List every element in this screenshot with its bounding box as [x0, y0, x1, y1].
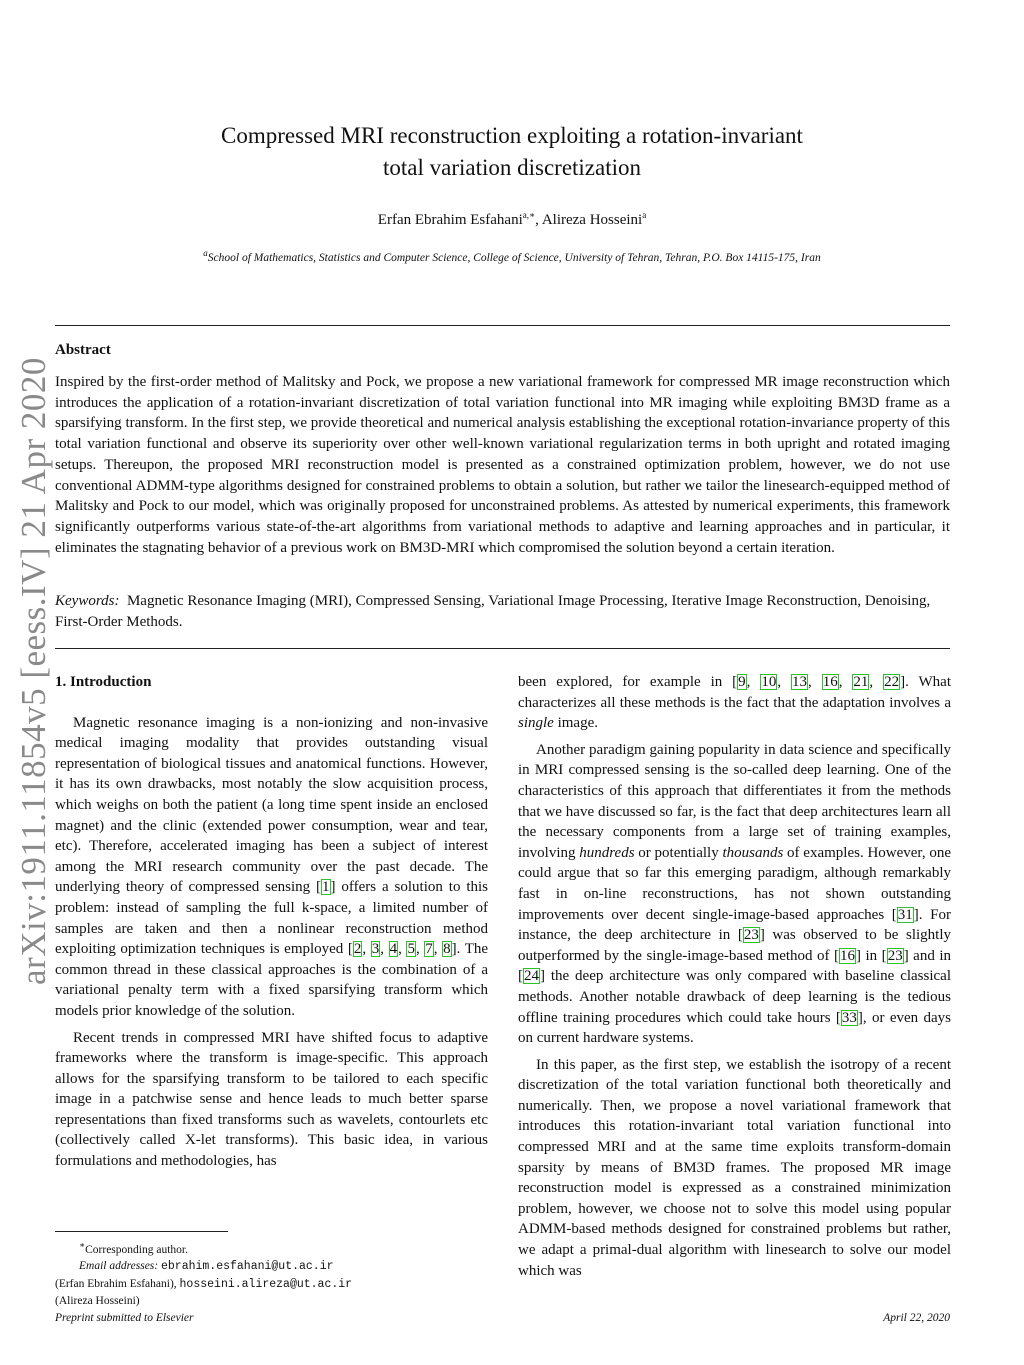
- author-2-marks: a: [642, 210, 647, 220]
- title-line-2: total variation discretization: [382, 155, 642, 180]
- text-run: Another paradigm gaining popularity in data science and specifically in MRI compressed sensing is the so-called deep learning. One of the characteristics of this approach that differentiates it from the methods that we have discussed so far, is the fact that deep architectures learn all the necessary components from a large set of training examples, involving: [518, 741, 951, 861]
- text-run: of examples. However, one could argue that so far this emerging paradigm, although remarkably fast in on-line reconstructions, has not shown outstanding improvements over decent single-image-based approaches [: [518, 844, 951, 923]
- text-run: image.: [553, 715, 598, 732]
- footnote: [55, 1237, 488, 1310]
- citation-link[interactable]: 3: [371, 941, 380, 958]
- citation-link[interactable]: 31: [897, 906, 913, 923]
- email-link-2[interactable]: hosseini.alireza@ut.ac.ir: [179, 1277, 353, 1291]
- text-run: ] offers a solution to this problem: instead of sampling the full k-space, a limited number of samples are taken and then a nonlinear reconstruction method exploiting optimization techniques is employed [: [55, 879, 488, 958]
- citation-link[interactable]: 22: [884, 674, 900, 690]
- text-run: ] the deep architecture was only compared with baseline classical methods. Another notable drawback of deep learning is the tedious offline training procedures which could take hours [: [518, 968, 951, 1026]
- citation-link[interactable]: 24: [524, 968, 539, 985]
- paper-title: [0, 120, 1024, 184]
- emphasis: hundreds: [579, 844, 635, 861]
- footer-date: April 22, 2020: [883, 1312, 950, 1324]
- email-label: Email addresses:: [79, 1260, 159, 1273]
- citation-link[interactable]: 33: [841, 1009, 857, 1026]
- text-run: ]. What characterizes all these methods is the fact that the adaptation involves a: [518, 674, 951, 711]
- footnote-mark: ∗: [79, 1240, 86, 1250]
- keywords-text: Magnetic Resonance Imaging (MRI), Compressed Sensing, Variational Image Processing, Iterative Image Reconstruction, Denoising, First-Order Methods.: [55, 593, 931, 630]
- author-list: [0, 210, 1024, 229]
- intro-paragraph-2: Recent trends in compressed MRI have shifted focus to adaptive frameworks where the transform is image-specific. This approach allows for the sparsifying transform to be tailored to each specific image in a patchwise sense and hence leads to much better sparse representations than fixed transforms such as wavelets, contourlets etc (collectively called X-let transforms). This basic idea, in various formulations and methodologies, has: [55, 1029, 488, 1170]
- citation-link[interactable]: 5: [407, 941, 415, 958]
- citation-link[interactable]: 8: [443, 941, 451, 958]
- email-link-1[interactable]: ebrahim.esfahani@ut.ac.ir: [160, 1260, 334, 1274]
- citation-link[interactable]: 16: [822, 674, 838, 690]
- left-column: [55, 672, 488, 1178]
- footnote-rule: [55, 1231, 228, 1232]
- citation-link[interactable]: 13: [792, 674, 808, 690]
- abstract-heading: Abstract: [55, 342, 111, 358]
- text-run: been explored, for example in [: [518, 674, 738, 690]
- text-run: Magnetic resonance imaging is a non-ionizing and non-invasive medical imaging modality that provides outstanding visual representation of biological tissues and anatomical functions. However, it has its own drawbacks, most notably the slow acquisition process, which weighs on both the patient (a long time spent inside an enclosed magnet) and the clinic (extended power consumption, wear and tear, etc). Therefore, accelerated imaging has been a subject of interest among the MRI research community over the past decade. The underlying theory of compressed sensing [: [55, 714, 488, 896]
- affiliation-mark: a: [203, 248, 208, 258]
- citation-link[interactable]: 2: [353, 941, 362, 958]
- citation-link[interactable]: 7: [425, 941, 433, 958]
- email-name-1: (Erfan Ebrahim Esfahani),: [55, 1277, 177, 1290]
- top-rule: [55, 325, 950, 326]
- section-heading: 1. Introduction: [55, 674, 152, 690]
- citation-link[interactable]: 23: [743, 927, 759, 944]
- footnote-line-1: [55, 1237, 488, 1258]
- citation-link[interactable]: 9: [738, 674, 746, 690]
- intro-paragraph-5: In this paper, as the first step, we establish the isotropy of a recent discretization of the total variation functional both theoretically and numerically. Then, we propose a novel variational framework that introduces this rotation-invariant total variation functional into compressed MRI and at the same time exploits transform-domain sparsity by means of BM3D frames. The proposed MR image reconstruction model is expressed as a constrained minimization problem, however, we choose not to solve this model using popular ADMM-based methods designed for constrained problems but rather, we adapt a primal-dual algorithm with linesearch to solve our model which was: [518, 1056, 951, 1279]
- right-column: [518, 672, 951, 1287]
- text-run: or potentially: [634, 844, 723, 861]
- affiliation: [0, 248, 1024, 264]
- emphasis: thousands: [722, 844, 784, 861]
- footnote-line-3: [55, 1276, 488, 1294]
- citation-link[interactable]: 1: [322, 879, 330, 896]
- text-run: ] and in [: [518, 947, 951, 985]
- affiliation-text: School of Mathematics, Statistics and Computer Science, College of Science, University of Tehran, Tehran, P.O. Box 14115-175, Iran: [207, 251, 821, 264]
- title-line-1: Compressed MRI reconstruction exploiting a rotation-invariant: [221, 123, 803, 148]
- bottom-rule: [55, 648, 950, 649]
- citation-link[interactable]: 10: [761, 674, 777, 690]
- keywords-label: Keywords:: [55, 593, 120, 609]
- author-separator: ,: [535, 212, 542, 228]
- citation-link[interactable]: 21: [853, 674, 869, 690]
- footer-preprint: Preprint submitted to Elsevier: [55, 1312, 194, 1324]
- author-2: Alireza Hosseini: [541, 212, 643, 228]
- text-run: ]. The common thread in these classical approaches is the combination of a variational penalty term with a fixed sparsifying transform which models prior knowledge of the solution.: [55, 941, 489, 1019]
- keywords: [55, 591, 950, 633]
- footnote-line-2: [55, 1258, 488, 1276]
- emphasis: single: [518, 715, 554, 732]
- author-1-marks: a,∗: [522, 210, 536, 220]
- intro-paragraph-1: Magnetic resonance imaging is a non-ionizing and non-invasive medical imaging modality that provides outstanding visual representation of biological tissues and anatomical functions. However, it has its own drawbacks, most notably the slow acquisition process, which weighs on both the patient (a long time spent inside an enclosed magnet) and the clinic (extended power consumption, wear and tear, etc). Therefore, accelerated imaging has been a subject of interest among the MRI research community over the past decade. The underlying theory of compressed sensing [1] offers a solution to this problem: instead of sampling the full k-space, a limited number of samples are taken and then a nonlinear reconstruction method exploiting optimization techniques is employed [2, 3, 4, 5, 7, 8]. The common thread in these classical approaches is the combination of a variational penalty term with a fixed sparsifying transform which models prior knowledge of the solution.: [55, 714, 489, 1019]
- intro-paragraph-3: been explored, for example in [9, 10, 13, 16, 21, 22]. What characterizes all these methods is the fact that the adaptation involves a single image.: [518, 674, 951, 732]
- citation-link[interactable]: 4: [389, 941, 398, 958]
- text-run: ] was observed to be slightly outperformed by the single-image-based method of [: [518, 927, 951, 964]
- author-1: Erfan Ebrahim Esfahani: [377, 212, 523, 228]
- footnote-line-4: (Alireza Hosseini): [55, 1295, 140, 1308]
- intro-paragraph-4: [518, 740, 951, 1049]
- citation-link[interactable]: 23: [887, 947, 903, 964]
- arxiv-stamp: arXiv:1911.11854v5 [eess.IV] 21 Apr 2020: [14, 357, 53, 985]
- citation-link[interactable]: 16: [840, 947, 856, 964]
- text-run: ] in [: [856, 947, 887, 964]
- abstract-text: Inspired by the first-order method of Malitsky and Pock, we propose a new variational framework for compressed MR image reconstruction which introduces the application of a rotation-invariant discretization of total variation functional into MR imaging while exploiting BM3D frame as a sparsifying transform. In the first step, we provide theoretical and numerical analysis establishing the exceptional rotation-invariance property of this total variation functional and observe its superiority over other well-known variational regularization terms in both upright and rotated imaging setups. Thereupon, the proposed MRI reconstruction model is presented as a constrained optimization problem, however, we do not use conventional ADMM-type algorithms designed for constrained problems to obtain a solution, but rather we tailor the linesearch-equipped method of Malitsky and Pock to our model, which was originally proposed for unconstrained problems. As attested by numerical experiments, this framework significantly outperforms various state-of-the-art algorithms from variational methods to adaptive and learning approaches and in particular, it eliminates the stagnating behavior of a previous work on BM3D-MRI which compromised the solution beyond a certain iteration.: [55, 374, 950, 556]
- footnote-corresponding: Corresponding author.: [85, 1243, 188, 1256]
- text-run: ]. For instance, the deep architecture in [: [518, 906, 951, 944]
- text-run: ], or even days on current hardware systems.: [518, 1009, 951, 1047]
